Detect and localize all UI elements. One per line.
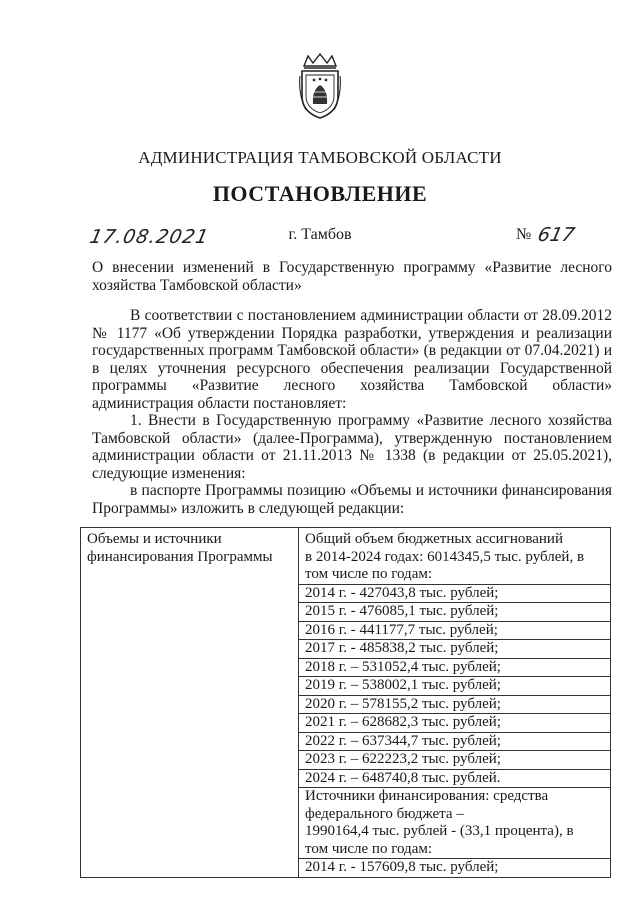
paragraph: в паспорте Программы позицию «Объемы и источники финансирования Программы» изложить в следующей редакции:	[92, 482, 612, 517]
handwritten-date: 17.08.2021	[87, 226, 212, 248]
table-line: 2015 г. - 476085,1 тыс. рублей;	[299, 603, 610, 622]
table-line: Общий объем бюджетных ассигнований	[305, 531, 563, 547]
table-line: в 2014-2024 годах: 6014345,5 тыс. рублей, в	[305, 548, 585, 565]
table-line: том числе по годам:	[299, 566, 610, 585]
number-label: №	[516, 226, 532, 243]
table-line: 2014 г. - 427043,8 тыс. рублей;	[299, 585, 610, 604]
tambov-coat-of-arms-icon	[298, 52, 342, 120]
paragraph: В соответствии с постановлением администрации области от 28.09.2012 № 1177 «Об утверждении Порядка разработки, утверждения и реализации государственных программ Тамбовской области» (в редакции от 07.04.2021) и в целях уточнения ресурсного обеспечения реализации Государственной программы «Развитие лесного хозяйства Тамбовской области» администрация области постановляет:	[92, 307, 612, 412]
table-line: 2023 г. – 622223,2 тыс. рублей;	[299, 751, 610, 770]
organization-name: АДМИНИСТРАЦИЯ ТАМБОВСКОЙ ОБЛАСТИ	[138, 148, 502, 167]
table-line: 2022 г. – 637344,7 тыс. рублей;	[299, 733, 610, 752]
document-body	[92, 307, 612, 517]
document-type: ПОСТАНОВЛЕНИЕ	[212, 181, 428, 206]
city: г. Тамбов	[288, 226, 352, 243]
paragraph: 1. Внести в Государственную программу «Развитие лесного хозяйства Тамбовской области» (далее-Программа), утвержденную постановлением администрации области от 21.11.2013 № 1338 (в редакции от 25.05.2021), следующие изменения:	[92, 412, 612, 482]
table-line: 2018 г. – 531052,4 тыс. рублей;	[299, 659, 610, 678]
table-row	[81, 528, 611, 878]
table-line: 2024 г. – 648740,8 тыс. рублей.	[299, 770, 610, 789]
table-line: 2014 г. - 157609,8 тыс. рублей;	[305, 859, 499, 875]
document-subject: О внесении изменений в Государственную программу «Развитие лесного хозяйства Тамбовской области»	[92, 259, 612, 294]
table-line: том числе по годам:	[299, 841, 610, 860]
table-cell-values	[299, 528, 611, 878]
table-line: 2017 г. - 485838,2 тыс. рублей;	[299, 640, 610, 659]
table-line: 2016 г. - 441177,7 тыс. рублей;	[299, 622, 610, 641]
financing-table	[80, 527, 611, 878]
table-line: 2019 г. – 538002,1 тыс. рублей;	[299, 677, 610, 696]
table-cell-label: Объемы и источники финансирования Программы	[81, 528, 299, 878]
table-line: Источники финансирования: средства	[305, 788, 549, 804]
table-line: 1990164,4 тыс. рублей - (33,1 процента), в	[305, 823, 574, 839]
handwritten-number: 617	[535, 224, 577, 246]
table-line: 2020 г. – 578155,2 тыс. рублей;	[299, 696, 610, 715]
table-line: 2021 г. – 628682,3 тыс. рублей;	[299, 714, 610, 733]
table-line: федерального бюджета –	[305, 805, 464, 822]
